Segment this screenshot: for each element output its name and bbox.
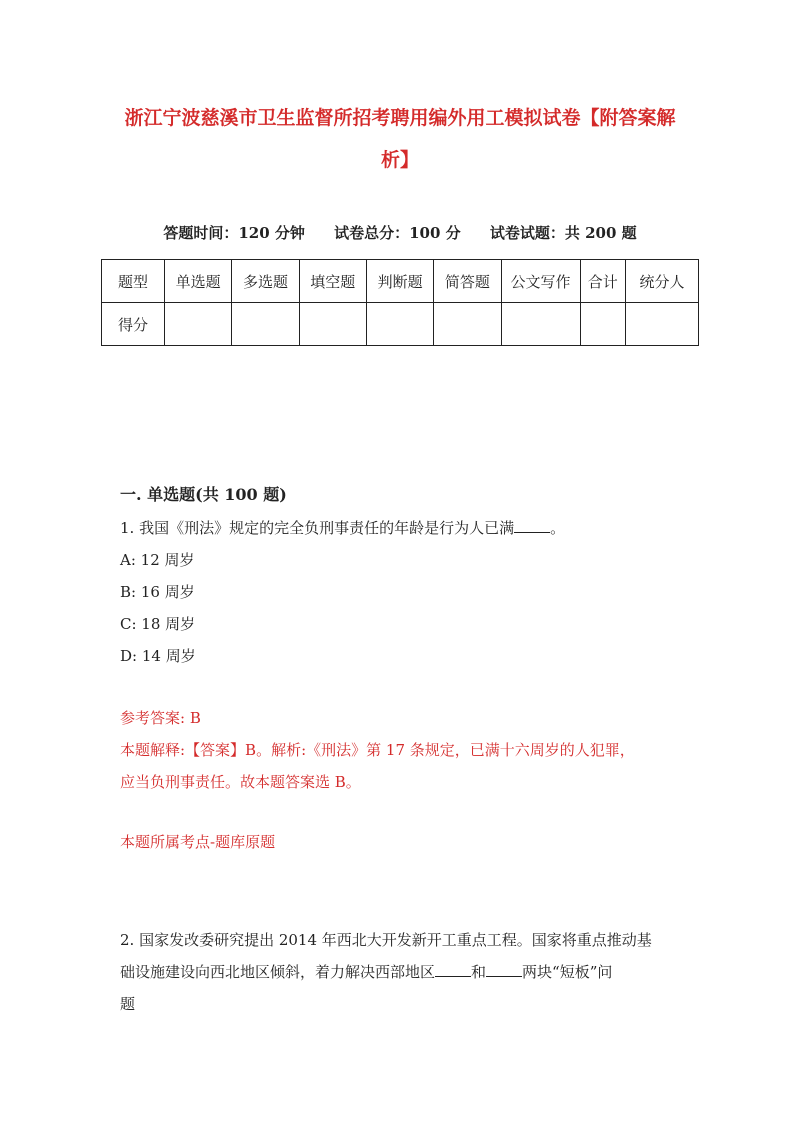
question-1-explanation-line2: 应当负刑事责任。故本题答案选 B。 [120, 773, 361, 791]
question-1-source: 本题所属考点-题库原题 [120, 833, 276, 851]
question-1-answer: 参考答案: B [120, 709, 201, 727]
score-table-score-row [102, 303, 699, 346]
exam-time: 答题时间：120 分钟 [163, 224, 305, 242]
score-table [101, 259, 699, 346]
answer-blank [435, 962, 471, 977]
score-header-cell: 合计 [580, 260, 625, 303]
section-title: 一. 单选题(共 100 题) [120, 485, 287, 504]
score-header-cell: 单选题 [165, 260, 232, 303]
score-header-cell: 简答题 [434, 260, 501, 303]
question-1-option-b: B: 16 周岁 [120, 583, 195, 601]
score-cell [626, 303, 699, 346]
exam-title-line1: 浙江宁波慈溪市卫生监督所招考聘用编外用工模拟试卷【附答案解 [124, 107, 676, 129]
score-cell [232, 303, 299, 346]
question-2-stem-line3: 题 [120, 995, 136, 1013]
score-header-cell: 判断题 [366, 260, 433, 303]
exam-total-score: 试卷总分：100 分 [334, 224, 461, 242]
exam-title-line2: 析】 [380, 149, 419, 171]
score-header-cell: 统分人 [626, 260, 699, 303]
score-cell [165, 303, 232, 346]
question-1-stem-end: 。 [550, 519, 566, 537]
score-header-cell: 题型 [102, 260, 165, 303]
score-cell [299, 303, 366, 346]
question-2-stem-line2 [120, 956, 700, 988]
question-2-stem-text-end: 两块“短板”问 [522, 963, 613, 981]
question-2-stem-connector: 和 [471, 963, 487, 981]
score-header-cell: 填空题 [299, 260, 366, 303]
exam-question-count: 试卷试题：共 200 题 [489, 224, 637, 242]
score-cell [501, 303, 580, 346]
question-2-stem-text: 础设施建设向西北地区倾斜，着力解决西部地区 [120, 963, 436, 981]
answer-blank [514, 518, 550, 533]
question-1-explanation-line1: 本题解释:【答案】B。解析:《刑法》第 17 条规定，已满十六周岁的人犯罪， [120, 741, 635, 759]
question-1-option-c: C: 18 周岁 [120, 615, 196, 633]
score-row-label: 得分 [102, 303, 165, 346]
score-cell [434, 303, 501, 346]
question-1-stem-text: 1. 我国《刑法》规定的完全负刑事责任的年龄是行为人已满 [120, 519, 515, 537]
score-cell [366, 303, 433, 346]
score-cell [580, 303, 625, 346]
exam-meta [100, 222, 700, 243]
score-header-cell: 公文写作 [501, 260, 580, 303]
score-table-header-row [102, 260, 699, 303]
question-1-option-d: D: 14 周岁 [120, 647, 196, 665]
question-1-option-a: A: 12 周岁 [120, 551, 195, 569]
score-header-cell: 多选题 [232, 260, 299, 303]
answer-blank [486, 962, 522, 977]
question-2-stem-line1: 2. 国家发改委研究提出 2014 年西北大开发新开工重点工程。国家将重点推动基 [120, 931, 652, 949]
question-1-stem [120, 512, 700, 544]
